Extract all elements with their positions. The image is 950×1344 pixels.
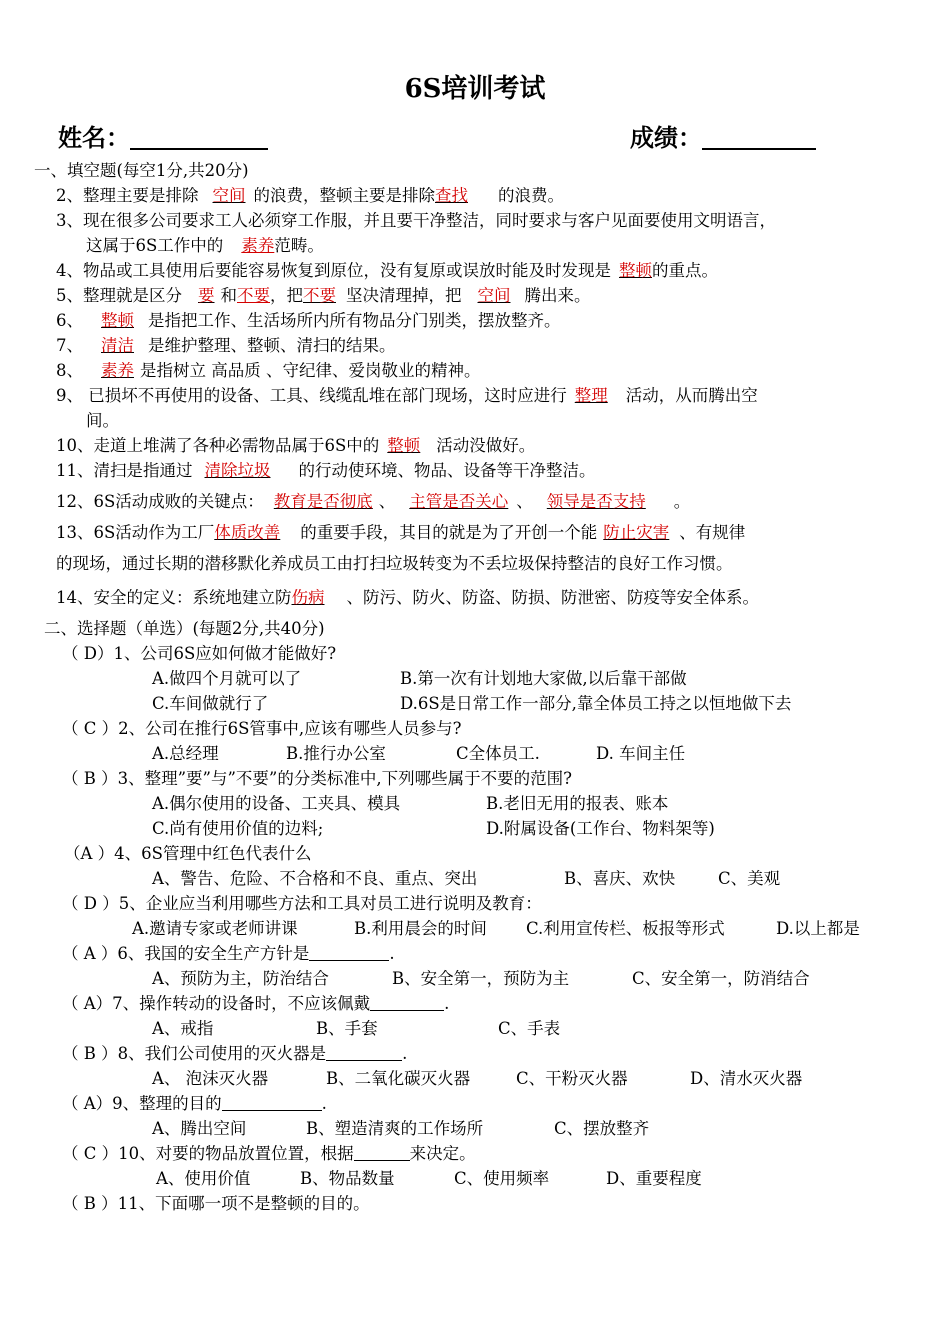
choice-question-7: （ A）7、操作转动的设备时，不应该佩戴 .: [62, 994, 450, 1013]
option-d: D.附属设备(工作台、物料架等): [486, 819, 715, 838]
choice-question-2: （ C ）2、公司在推行6S管事中,应该有哪些人员参与?: [62, 719, 462, 738]
option-b: B、喜庆、欢快: [564, 869, 676, 888]
answer: 不要: [303, 286, 336, 305]
name-field: [58, 118, 268, 153]
choice-question-8: （ B ）8、我们公司使用的灭火器是 .: [62, 1044, 408, 1063]
fill-question-8: 8、 素养 是指树立 高品质 、守纪律、爱岗敬业的精神。: [56, 361, 481, 380]
name-label: 姓名：: [58, 123, 130, 152]
answer: 不要: [237, 286, 270, 305]
option-a: A、使用价值: [156, 1169, 251, 1188]
score-field: [630, 118, 816, 153]
fill-question-9-cont: 间。: [86, 411, 119, 430]
fill-question-3-cont: 这属于6S工作中的 素养范畴。: [86, 236, 324, 255]
option-b: B.第一次有计划地大家做,以后靠干部做: [400, 669, 687, 688]
fill-question-5: 5、整理就是区分 要 和不要，把不要 坚决清理掉，把 空间 腾出来。: [56, 286, 591, 305]
choice-question-10: （ C ）10、对要的物品放置位置，根据 来决定。: [62, 1144, 476, 1163]
option-b: B、安全第一，预防为主: [392, 969, 570, 988]
choice-question-9: （ A）9、整理的目的 .: [62, 1094, 327, 1113]
fill-question-4: 4、物品或工具使用后要能容易恢复到原位，没有复原或误放时能及时发现是 整顿的重点。: [56, 261, 718, 280]
section2-heading: 二、选择题（单选）(每题2分,共40分): [44, 619, 325, 638]
score-label: 成绩：: [630, 123, 702, 152]
choice-question-5: （ D ）5、企业应当利用哪些方法和工具对员工进行说明及教育：: [62, 894, 542, 913]
option-a: A.做四个月就可以了: [152, 669, 302, 688]
answer: 整理: [574, 386, 608, 405]
option-b: B、物品数量: [300, 1169, 395, 1188]
answer: 清洁: [101, 336, 134, 355]
option-a: A、腾出空间: [152, 1119, 247, 1138]
option-a: A.偶尔使用的设备、工夹具、模具: [152, 794, 401, 813]
answer: 素养: [101, 361, 134, 380]
option-d: D. 车间主任: [596, 744, 686, 763]
fill-question-10: 10、走道上堆满了各种必需物品属于6S中的 整顿 活动没做好。: [56, 436, 536, 455]
option-b: B.推行办公室: [286, 744, 386, 763]
option-c: C.尚有使用价值的边料;: [152, 819, 324, 838]
option-b: B.利用晨会的时间: [354, 919, 487, 938]
answer: 查找: [435, 186, 468, 205]
fill-question-12: 12、6S活动成败的关键点： 教育是否彻底 、 主管是否关心 、 领导是否支持 。: [56, 492, 691, 511]
option-d: D.以上都是: [776, 919, 860, 938]
answer: 领导是否支持: [546, 492, 646, 511]
option-d: D.6S是日常工作一部分,靠全体员工持之以恒地做下去: [400, 694, 792, 713]
option-c: C、摆放整齐: [554, 1119, 650, 1138]
option-a: A、戒指: [152, 1019, 214, 1038]
fill-question-3: 3、现在很多公司要求工人必须穿工作服，并且要干净整洁，同时要求与客户见面要使用文明语言，: [56, 211, 776, 230]
option-c: C全体员工.: [456, 744, 540, 763]
option-a: A.邀请专家或老师讲课: [132, 919, 298, 938]
name-blank[interactable]: [130, 124, 268, 150]
answer: 整顿: [387, 436, 421, 455]
choice-question-1: （ D）1、公司6S应如何做才能做好?: [62, 644, 337, 663]
choice-question-6: （ A ）6、我国的安全生产方针是 .: [62, 944, 395, 963]
option-c: C、安全第一，防消结合: [632, 969, 810, 988]
option-b: B、二氧化碳灭火器: [326, 1069, 471, 1088]
answer: 防止灾害: [603, 523, 670, 542]
option-d: D、重要程度: [606, 1169, 702, 1188]
answer: 空间: [477, 286, 511, 305]
option-a: A、预防为主，防治结合: [152, 969, 329, 988]
score-blank[interactable]: [702, 124, 816, 150]
option-b: B、塑造清爽的工作场所: [306, 1119, 484, 1138]
choice-question-3: （ B ）3、整理”要”与”不要”的分类标准中,下列哪些属于不要的范围?: [62, 769, 572, 788]
section1-heading: 一、填空题(每空1分,共20分): [34, 161, 249, 180]
option-a: A、 泡沫灭火器: [152, 1069, 269, 1088]
answer: 教育是否彻底: [273, 492, 373, 511]
fill-question-7: 7、 清洁 是维护整理、整顿、清扫的结果。: [56, 336, 396, 355]
fill-question-2: 2、整理主要是排除 空间 的浪费，整顿主要是排除查找 的浪费。: [56, 186, 564, 205]
answer: 伤病: [291, 588, 325, 607]
answer: 清除垃圾: [204, 461, 271, 480]
answer: 整顿: [101, 311, 134, 330]
answer-blank: [354, 1144, 410, 1161]
answer: 素养: [241, 236, 275, 255]
answer: 要: [198, 286, 215, 305]
page-title: 6S培训考试: [404, 74, 546, 104]
answer: 整顿: [619, 261, 652, 280]
fill-question-14: 14、安全的定义：系统地建立防伤病 、防污、防火、防盗、防损、防泄密、防疫等安全体系。: [56, 588, 759, 607]
option-c: C、手表: [498, 1019, 561, 1038]
fill-question-13-cont: 的现场，通过长期的潜移默化养成员工由打扫垃圾转变为不丢垃圾保持整洁的良好工作习惯。: [56, 554, 733, 573]
option-d: D、清水灭火器: [690, 1069, 803, 1088]
fill-question-6: 6、 整顿 是指把工作、生活场所内所有物品分门别类，摆放整齐。: [56, 311, 561, 330]
answer-blank: [222, 1094, 322, 1111]
answer: 体质改善: [214, 523, 281, 542]
choice-question-4: （A ）4、6S管理中红色代表什么: [64, 844, 312, 863]
answer-blank: [370, 994, 444, 1011]
answer-blank: [326, 1044, 402, 1061]
answer-blank: [309, 944, 389, 961]
fill-question-13: 13、6S活动作为工厂体质改善 的重要手段，其目的就是为了开创一个能 防止灾害 、有规律: [56, 523, 746, 542]
answer: 主管是否关心: [409, 492, 509, 511]
fill-question-9: 9、 已损坏不再使用的设备、工具、线缆乱堆在部门现场，这时应进行 整理 活动，从而腾出空: [56, 386, 758, 405]
option-a: A.总经理: [152, 744, 219, 763]
option-b: B.老旧无用的报表、账本: [486, 794, 669, 813]
fill-question-11: 11、清扫是指通过 清除垃圾 的行动使环境、物品、设备等干净整洁。: [56, 461, 596, 480]
option-c: C、使用频率: [454, 1169, 550, 1188]
option-c: C.利用宣传栏、板报等形式: [526, 919, 725, 938]
answer: 空间: [212, 186, 246, 205]
option-b: B、手套: [316, 1019, 378, 1038]
option-c: C、干粉灭火器: [516, 1069, 628, 1088]
option-a: A、警告、危险、不合格和不良、重点、突出: [152, 869, 478, 888]
option-c: C.车间做就行了: [152, 694, 269, 713]
choice-question-11: （ B ）11、下面哪一项不是整顿的目的。: [62, 1194, 370, 1213]
option-c: C、美观: [718, 869, 781, 888]
